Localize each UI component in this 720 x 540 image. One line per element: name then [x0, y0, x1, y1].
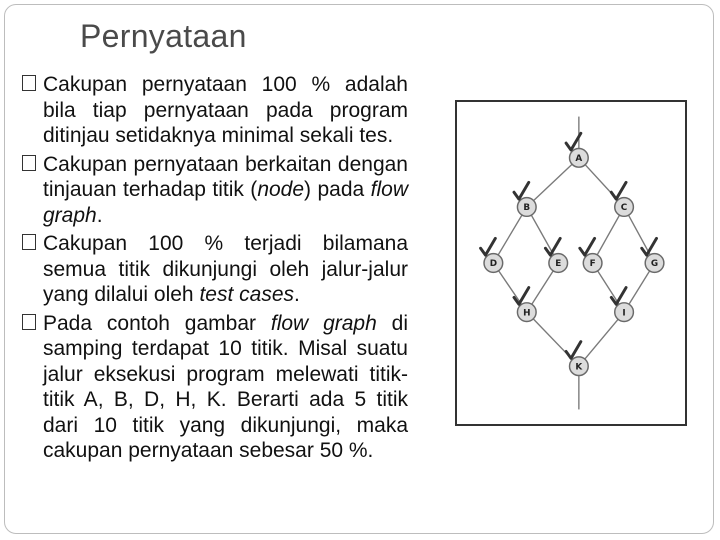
- checkmark-icon: [566, 342, 581, 359]
- bullet-item: [22, 231, 408, 308]
- bullet-text: [43, 232, 408, 306]
- text-run: di samping terdapat 10 titik. Misal suatu jalur eksekusi program melewati titik-titik A, B, D, H, K. Berarti ada 5 titik dari 10 titik yang dikunjungi, maka cakupan pernyataan sebesar 50 %.: [43, 311, 408, 462]
- bullet-item: [22, 72, 408, 149]
- node-label-F: F: [589, 259, 596, 270]
- edge-I-K: [579, 312, 624, 366]
- text-run: .: [96, 203, 103, 227]
- node-label-K: K: [575, 362, 583, 373]
- bullet-item: [22, 311, 408, 464]
- text-run: .: [294, 283, 300, 306]
- checkmark-icon: [545, 238, 560, 255]
- checkmark-icon: [642, 238, 657, 255]
- italic-term: flow graph: [270, 311, 377, 335]
- bullet-text: [43, 153, 408, 227]
- text-run: Cakupan 100 % terjadi bilamana semua titik dikunjungi oleh jalur-jalur yang dilalui oleh: [43, 232, 408, 306]
- flow-graph-figure: [455, 100, 687, 426]
- italic-term: node: [257, 178, 305, 201]
- text-run: Cakupan pernyataan 100 % adalah bila tiap pernyataan pada program ditinjau setidaknya minimal sekali tes.: [43, 73, 408, 147]
- checkmark-icon: [611, 182, 626, 199]
- node-label-D: D: [489, 259, 498, 270]
- italic-term: test cases: [199, 283, 294, 306]
- text-run: Cakupan pernyataan berkaitan dengan tinjauan terhadap titik (: [43, 152, 408, 201]
- node-label-I: I: [622, 308, 626, 319]
- node-label-C: C: [620, 203, 628, 214]
- checkmark-icon: [514, 182, 529, 199]
- checkmark-icon: [580, 238, 595, 255]
- bullet-list: [22, 72, 408, 467]
- text-run: ) pada: [304, 178, 371, 201]
- checkbox-bullet-icon: [22, 75, 36, 91]
- node-label-G: G: [650, 259, 659, 270]
- bullet-text: [43, 73, 408, 147]
- italic-term: flow graph: [43, 178, 408, 227]
- text-run: Pada contoh gambar: [43, 311, 271, 335]
- node-label-A: A: [575, 154, 583, 165]
- bullet-item: [22, 152, 408, 229]
- checkbox-bullet-icon: [22, 155, 36, 171]
- checkmark-icon: [481, 238, 496, 255]
- node-label-H: H: [523, 308, 531, 319]
- edge-A-B: [527, 158, 579, 207]
- checkbox-bullet-icon: [22, 314, 36, 330]
- flow-graph: [457, 102, 685, 424]
- node-label-E: E: [555, 259, 562, 270]
- node-label-B: B: [523, 203, 531, 214]
- slide-title: Pernyataan: [80, 18, 247, 54]
- checkbox-bullet-icon: [22, 234, 36, 250]
- bullet-text: [43, 312, 408, 463]
